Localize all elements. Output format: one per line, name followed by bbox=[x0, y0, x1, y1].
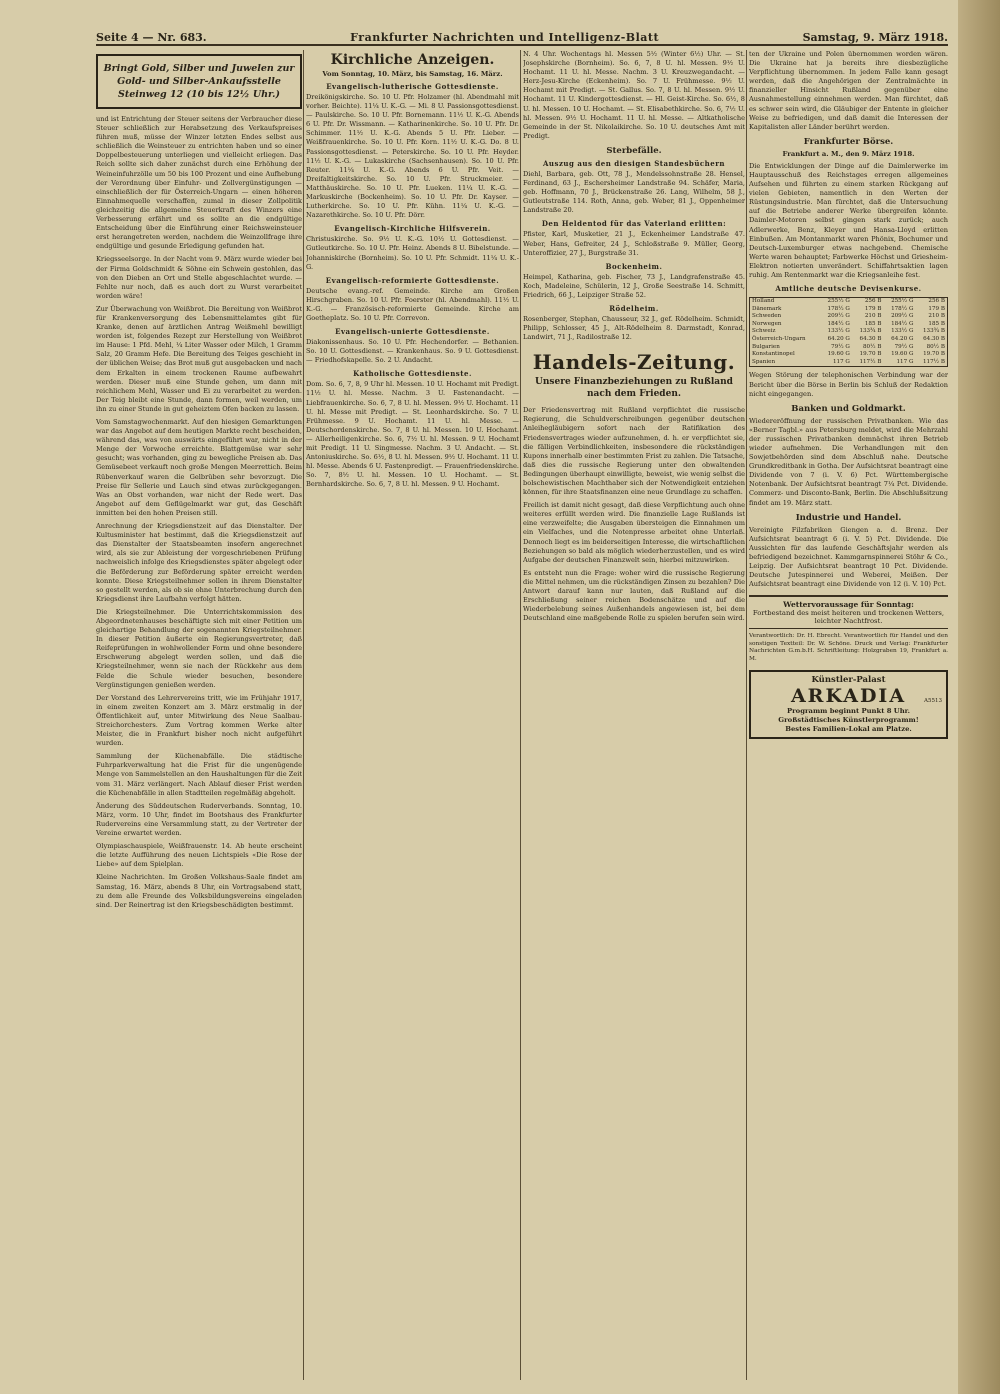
article-paragraph: Kriegsseelsorge. In der Nacht vom 9. März wurde wieder bei der Firma Goldschmidt & Söhne ein Schwein gestohlen, das von den Dieben an Ort und Stelle abgeschlachtet wurde. — Fehlte nur noch, daß es auch dort zu Wurst verarbeitet worden wäre! bbox=[96, 255, 302, 300]
exchange-rate-row bbox=[750, 328, 947, 336]
exchange-rate-row bbox=[750, 313, 947, 321]
church-notices-title: Kirchliche Anzeigen. bbox=[330, 52, 495, 68]
exchange-rate-row bbox=[750, 336, 947, 344]
exchange-rates-heading: Amtliche deutsche Devisenkurse. bbox=[775, 284, 922, 294]
exchange-rate-value: 64.30 B bbox=[859, 336, 882, 343]
arkadia-ad bbox=[749, 670, 948, 739]
exchange-rate-country: Konstantinopel bbox=[752, 351, 795, 358]
weather-forecast: Fortbestand des meist heiteren und trockenen Wetters, leichter Nachtfrost. bbox=[752, 609, 945, 626]
service-listing: Christuskirche. So. 9½ U. K.-G. 10½ U. Gottesdienst. — Gutleutkirche. So. 10 U. Pfr. Heinz. Abends 8 U. Bibelstunde. — Johanniskirche (Bornheim). So. 10 U. Pfr. Schmidt. 11¼ U. K.-G. bbox=[306, 235, 519, 271]
lead-article-headline: Unsere Finanzbeziehungen zu Rußland nach dem Frieden. bbox=[535, 377, 733, 400]
section-subheading: Evangelisch-lutherische Gottesdienste. bbox=[326, 82, 499, 91]
article-paragraph: Vereinigte Filzfabriken Giengen a. d. Brenz. Der Aufsichtsrat beantragt 6 (i. V. 5) Pct. Dividende. Die Aussichten für das laufende Geschäftsjahr werden als befriedigend bezeichnet. Kammgarnspinnerei Stöhr & Co., Leipzig. Der Aufsichtsrat beantragt 10 Pct. Dividende. Deutsche Jutespinnerei und Weberei, Meißen. Der Aufsichtsrat beantragt eine Dividende von 12 (i. V. 10) Pct. bbox=[749, 525, 948, 589]
exchange-rate-value: 64.20 G bbox=[827, 336, 850, 343]
exchange-rate-value: 184½ G bbox=[827, 320, 850, 327]
exchange-rate-row bbox=[750, 344, 947, 352]
ad-venue-type: Künstler-Palast bbox=[811, 674, 886, 685]
article-paragraph: Vom Samstagwochenmarkt. Auf den hiesigen Gemarktungen war das Angebot auf dem heutigen Markte recht bescheiden, während das, was von auswärts eingeführt war, nicht in der Menge der Vorwoche erreichte. Blattgemüse war sehr gesucht; was vorhanden, ging zu bewegliche Preisen ab. Das Gemüsebeet verkauft noch große Mengen Meerrettich. Beim Rübenverkauf waren die Gelbrüben sehr bevorzugt. Die Preise für Sellerie und Lauch sind etwas zurückgegangen. Was an Obst vorhanden, war nicht der Rede wert. Das Angebot auf dem Geflügelmarkt war gut, das Geschäft inmitten bei den hohen Preisen still. bbox=[96, 418, 302, 517]
exchange-rate-value: 256 B bbox=[864, 298, 882, 305]
exchange-rate-value: 80½ B bbox=[926, 343, 945, 350]
exchange-rate-value: 178½ G bbox=[827, 305, 850, 312]
article-paragraph: Der Vorstand des Lehrervereins tritt, wie im Frühjahr 1917, in einem zweiten Konzert am 3. März erstmalig in der Öffentlichkeit auf, unter Mitwirkung des Neue Saalbau-Streichorchesters. Zum Vortrag kommen Werke alter Meister, die in Frankfurt bisher noch nicht aufgeführt wurden. bbox=[96, 693, 302, 748]
article-paragraph: Die Kriegsteilnehmer. Die Unterrichtskommission des Abgeordnetenhauses beschäftigte sich mit einer Petition um gleichartige Behandlung der sogenannten Kriegsteilnehmer. In dieser Petition äußerte ein Regierungsvertreter, daß Reifeprüfungen in wohlwollender Form und ohne besondere Erschwerung abgelegt werden sollen, und daß die Kriegsteilnehmer, wenn sie nach der Rückkehr aus dem Felde die Schule wieder besuchen, besondere Vergünstigungen genießen werden. bbox=[96, 607, 302, 689]
exchange-rate-value: 209½ G bbox=[827, 313, 850, 320]
service-listing: Deutsche evang.-ref. Gemeinde. Kirche am Großen Hirschgraben. So. 10 U. Pfr. Foerster (hl. Abendmahl). 11½ U. K.-G. — Französisch-reformierte Gemeinde. Kirche am Goetheplatz. So. 10 U. Pfr. Correvon. bbox=[306, 286, 519, 322]
column-1 bbox=[96, 50, 302, 1380]
column-2 bbox=[306, 50, 519, 1380]
column-rule bbox=[520, 50, 521, 1380]
service-listing: Diakonissenhaus. So. 10 U. Pfr. Hechendorfer. — Bethanien. So. 10 U. Gottesdienst. — Krankenhaus. So. 9 U. Gottesdienst. — Friedhofskapelle. So. 2 U. Andacht. bbox=[306, 338, 519, 365]
article-paragraph: Freilich ist damit nicht gesagt, daß diese Verpflichtung auch ohne weiteres erfüllt werden wird. Die finanzielle Lage Rußlands ist eine verzweifelte; die Ausgaben übersteigen die Einnahmen um ein Vielfaches, und die Notenpresse arbeitet ohne Unterlaß. Dennoch liegt es im beiderseitigen Interesse, die wirtschaftlichen Beziehungen so bald als möglich wiederherzustellen, und es wird Aufgabe der deutschen Finanzwelt sein, hierbei mitzuwirken. bbox=[523, 501, 745, 564]
column-rule bbox=[303, 50, 304, 1380]
exchange-rate-country: Holland bbox=[752, 298, 775, 305]
exchange-rate-value: 117½ B bbox=[923, 358, 945, 365]
death-listing: Heimpel, Katharina, geb. Fischer, 73 J., Landgrafenstraße 45. Koch, Madeleine, Schülerin, 12 J., Große Seestraße 14. Schmitt, Friedrich, 66 J., Leipziger Straße 52. bbox=[523, 272, 745, 299]
death-listing: Diehl, Barbara, geb. Ott, 78 J., Mendelssohnstraße 28. Hensel, Ferdinand, 63 J., Eschersheimer Landstraße 94. Schäfer, Maria, geb. Hoffmann, 70 J., Brückenstraße 26. Lang, Wilhelm, 58 J., Gutleutstraße 114. Roth, Anna, geb. Weber, 81 J., Oppenheimer Landstraße 20. bbox=[523, 169, 745, 215]
stock-exchange-heading: Frankfurter Börse. bbox=[803, 136, 894, 147]
service-listing: N. 4 Uhr. Wochentags hl. Messen 5½ (Winter 6½) Uhr. — St. Josephskirche (Bornheim). So. 6, 7, 8 U. hl. Messen. 9½ U. Hochamt. 11 U. hl. Messe. Nachm. 3 U. Kreuzwegandacht. — Herz-Jesu-Kirche (Eckenheim). So. 7 U. Frühmesse. 9½ U. Hochamt mit Predigt. — St. Gallus. So. 7, 8 U. hl. Messen. 9½ U. Hochamt. 11 U. Kindergottesdienst. — Hl. Geist-Kirche. So. 6½, 8 U. hl. Messen. 10 U. Hochamt. — St. Elisabethkirche. So. 6, 7½ U. hl. Messen. 9½ U. Hochamt. 11 U. hl. Messe. — Altkatholische Gemeinde in der St. Nikolaikirche. So. 10 U. deutsches Amt mit Predigt. bbox=[523, 50, 745, 140]
banking-heading: Banken und Goldmarkt. bbox=[791, 403, 906, 414]
section-subheading: Evangelisch-Kirchliche Hilfsverein. bbox=[334, 224, 491, 234]
exchange-rate-country: Dänemark bbox=[752, 305, 782, 312]
ad-line: Großstädtisches Künstlerprogramm! bbox=[778, 715, 919, 724]
article-paragraph: Sammlung der Küchenabfälle. Die städtische Fuhrparkverwaltung hat die Frist für die ungenügende Menge von Sammelstellen an den Haushaltungen für die Zeit vom 31. März verlängert. Nach Ablauf dieser Frist werden die Küchenabfälle in allen Stadtteilen regelmäßig abgeholt. bbox=[96, 752, 302, 797]
exchange-rate-value: 184½ G bbox=[891, 320, 914, 327]
exchange-rate-value: 185 B bbox=[864, 320, 882, 327]
exchange-rate-value: 179 B bbox=[864, 305, 882, 312]
exchange-rate-value: 117 G bbox=[896, 358, 914, 365]
article-paragraph: Wegen Störung der telephonischen Verbindung war der Bericht über die Börse in Berlin bis Schluß der Redaktion nicht eingegangen. bbox=[749, 371, 948, 398]
exchange-rate-value: 19.70 B bbox=[859, 351, 882, 358]
article-paragraph: Zur Überwachung von Weißbrot. Die Bereitung von Weißbrot für Krankenversorgung des Lebensmittelamtes gibt für Kranke, denen auf ärztlichen Antrag Weißmehl bewilligt worden ist, folgendes Rezept zur Herstellung von Weißbrot im Hause: 1 Pfd. Mehl, ¼ Liter Wasser oder Milch, 1 Gramm Salz, 20 Gramm Hefe. Die Bereitung des Teiges geschieht in der üblichen Weise; das Brot muß gut ausgebacken und nach dem Erkalten in einem trockenen Raume aufbewahrt werden. Dieser muß eine Stunde gehen, um dann mit reichlichem Mehl, Wasser und Ei zu verarbeitet zu werden. Der Teig bleibt eine Stunde, dann formen, weil werden, um ihn zu einer Stunde in gut geheiztem Ofen backen zu lassen. bbox=[96, 304, 302, 413]
exchange-rate-value: 64.20 G bbox=[891, 336, 914, 343]
gold-ad: Bringt Gold, Silber und Juwelen zur Gold- und Silber-Ankaufsstelle Steinweg 12 (10 bis 12½ Uhr.) bbox=[96, 54, 302, 109]
ad-line: Programm beginnt Punkt 8 Uhr. bbox=[786, 706, 910, 715]
service-listing: Dreikönigskirche. So. 10 U. Pfr. Holzamer (hl. Abendmahl mit vorher. Beichte). 11¼ U. K.-G. — Mi. 8 U. Passionsgottesdienst. — Paulskirche. So. 10 U. Pfr. Bornemann. 11½ U. K.-G. Abends 6 U. Pfr. Dr. Wissmann. — Katharinenkirche. So. 10 U. Pfr. Dr. Schimmer. 11½ U. K.-G. Abends 5 U. Pfr. Lieber. — Weißfrauenkirche. So. 10 U. Pfr. Korn. 11½ U. K.-G. Do. 8 U. Passionsgottesdienst. — Peterskirche. So. 10 U. Pfr. Heyder. 11½ U. K.-G. — Lukaskirche (Sachsenhausen). So. 10 U. Pfr. Reuter. 11¼ U. K.-G. Abends 6 U. Pfr. Veit. — Dreifaltigkeitskirche. So. 10 U. Pfr. Struckmeier. — Matthäuskirche. So. 10 U. Pfr. Lueken. 11¼ U. K.-G. — Markuskirche (Bockenheim). So. 10 U. Pfr. Dr. Kayser. — Lutherkirche. So. 10 U. Pfr. Kühn. 11¼ U. K.-G. — Nazarethkirche. So. 10 U. Pfr. Dörr. bbox=[306, 93, 519, 220]
exchange-rate-row bbox=[750, 359, 947, 367]
exchange-rate-value: 255½ G bbox=[827, 298, 850, 305]
section-subheading: Auszug aus den diesigen Standesbüchern bbox=[543, 158, 725, 168]
exchange-rate-value: 179 B bbox=[928, 305, 945, 312]
industry-heading: Industrie und Handel. bbox=[795, 512, 902, 523]
trade-section-title: Handels-Zeitung. bbox=[532, 350, 736, 375]
article-paragraph: und ist Entrichtung der Steuer seitens der Verbraucher diese Steuer schließlich zur Herabsetzung des Verkaufspreises führen muß, müsse der Winzer letzten Endes selbst aus schließlich die Weinsteuer zu entrichten haben und so einer Doppelbesteuerung unterliegen und vielleicht erliegen. Das Reich sollte sich daher zunächst durch eine Erhöhung der Weineinfuhrzölle um 50 bis 100 Prozent und eine Aufhebung der Verordnung über Einfuhr- und Zollvergünstigungen — einschließlich der für Österreich-Ungarn — einen höheren Einnahmequelle verschaffen, zumal in dieser Zollpolitik gleichzeitig die allgemeine Steuerkraft des Winzers eine Verbesserung erfährt und es sollte an die endgültige Entscheidung über die Einführung einer Reichsweinsteuer erst herangetreten werden, nachdem die Weinzollfrage ihre endgültige und gesunde Erledigung gefunden hat. bbox=[96, 115, 302, 251]
exchange-rate-value: 210 B bbox=[864, 313, 882, 320]
column-rule bbox=[746, 50, 747, 1380]
column-3 bbox=[523, 50, 745, 1380]
deaths-heading: Sterbefälle. bbox=[606, 145, 662, 156]
exchange-rate-value: 19.60 G bbox=[827, 351, 850, 358]
exchange-rate-value: 133½ G bbox=[827, 328, 850, 335]
ad-code: A5513 bbox=[924, 697, 942, 704]
exchange-rate-value: 185 B bbox=[928, 320, 945, 327]
header-date: Samstag, 9. März 1918. bbox=[802, 31, 948, 44]
exchange-rate-country: Bulgarien bbox=[752, 343, 780, 350]
article-paragraph: ten der Ukraine und Polen übernommen worden wären. Die Ukraine hat ja bereits ihre diesbezügliche Verpflichtung übernommen. In jedem Falle kann gesagt werden, daß die Angehörigen der Zentralmächte in finanzieller Hinsicht Rußland gegenüber eine Ausnahmestellung einnehmen werden. Man fürchtet, daß es schwer sein wird, die Gläubiger der Entente in gleicher Weise zu befriedigen, und daß damit die Interessen der Kapitalisten aller Länder berührt werden. bbox=[749, 50, 948, 131]
exchange-rate-value: 209½ G bbox=[891, 313, 914, 320]
exchange-rate-value: 256 B bbox=[928, 298, 945, 305]
exchange-rate-value: 19.60 G bbox=[891, 351, 914, 358]
section-subheading: Katholische Gottesdienste. bbox=[353, 369, 472, 379]
exchange-rate-value: 79½ G bbox=[831, 343, 850, 350]
death-listing: Pfister, Karl, Musketier, 21 J., Eckenheimer Landstraße 47. Weber, Hans, Gefreiter, 24 J., Schloßstraße 9. Müller, Georg, Unteroffizier, 27 J., Burgstraße 31. bbox=[523, 230, 745, 257]
exchange-rate-value: 210 B bbox=[928, 313, 945, 320]
exchange-rate-country: Österreich-Ungarn bbox=[752, 336, 806, 343]
section-subheading: Bockenheim. bbox=[605, 261, 663, 271]
ad-line: Bestes Familien-Lokal am Platze. bbox=[785, 724, 912, 733]
section-subheading: Evangelisch-reformierte Gottesdienste. bbox=[325, 275, 500, 285]
exchange-rate-value: 64.30 B bbox=[923, 336, 945, 343]
stock-exchange-date: Frankfurt a. M., den 9. März 1918. bbox=[782, 149, 915, 158]
exchange-rate-value: 133¾ B bbox=[923, 328, 945, 335]
exchange-rate-value: 19.70 B bbox=[923, 351, 945, 358]
ad-venue-name: ARKADIA bbox=[790, 684, 907, 707]
article-paragraph: Olympiaschauspiele, Weißfrauenstr. 14. Ab heute erscheint die letzte Aufführung des neuen Lichtspiels «Die Rose der Liebe» auf dem Spielplan. bbox=[96, 842, 302, 869]
exchange-rate-value: 255½ G bbox=[891, 298, 914, 305]
church-notices-date: Vom Sonntag, 10. März, bis Samstag, 16. März. bbox=[322, 70, 503, 78]
article-paragraph: Wiedereröffnung der russischen Privatbanken. Wie das «Berner Tagbl.» aus Petersburg meldet, wird die Mehrzahl der russischen Privatbanken demnächst ihren Betrieb wieder aufnehmen. Die Verhandlungen mit den Sowjetbehörden sind dem Abschluß nahe. Deutsche Grundkreditbank in Gotha. Der Aufsichtsrat beantragt eine Dividende von 7 (i. V. 6) Pct. Württembergische Notenbank. Der Aufsichtsrat beantragt 7¼ Pct. Dividende. Commerz- und Disconto-Bank, Berlin. Die Abschlußsitzung findet am 19. März statt. bbox=[749, 416, 948, 507]
exchange-rate-row bbox=[750, 298, 947, 306]
article-paragraph: Änderung des Süddeutschen Ruderverbands. Sonntag, 10. März, vorm. 10 Uhr, findet im Bootshaus des Frankfurter Rudervereins eine Versammlung statt, zu der Vertreter der Vereine erwartet werden. bbox=[96, 801, 302, 838]
header-page-number: Seite 4 — Nr. 683. bbox=[96, 31, 207, 44]
exchange-rate-value: 117½ B bbox=[859, 358, 882, 365]
section-subheading: Evangelisch-unierte Gottesdienste. bbox=[335, 327, 490, 337]
exchange-rate-country: Schweden bbox=[752, 313, 782, 320]
article-paragraph: Die Entwicklungen der Dinge auf die Daimlerwerke im Hauptausschuß des Reichstages erregen allgemeines Aufsehen und führten zu einem starken Rückgang auf vielen Gebieten, namentlich in den Werten der Rüstungsindustrie. Man fürchtet, daß die Untersuchung auf die Betriebe anderer Werke übergreifen könnte. Daimler-Motoren selbst gingen stark zurück; auch Adlerwerke, Benz, Kleyer und Hansa-Lloyd erlitten Einbußen. Am Montanmarkt waren Phönix, Bochumer und Deutsch-Luxemburger etwas nachgebend. Chemische Werte waren behauptet; Farbwerke Höchst und Griesheim-Elektron notierten unverändert. Schiffahrtsaktien lagen ruhig. Am Rentenmarkt war die Kriegsanleihe fest. bbox=[749, 161, 948, 279]
exchange-rate-value: 79½ G bbox=[894, 343, 914, 350]
header-masthead: Frankfurter Nachrichten und Intelligenz-Blatt bbox=[350, 31, 660, 44]
exchange-rate-country: Norwegen bbox=[752, 320, 782, 327]
exchange-rate-value: 117 G bbox=[832, 358, 850, 365]
article-paragraph: Anrechnung der Kriegsdienstzeit auf das Dienstalter. Der Kultusminister hat bestimmt, daß die Kriegsdienstzeit auf das Dienstalter der Staatsbeamten insofern angerechnet wird, als sie zur Ableistung der vorgeschriebenen Prüfung nachweislich infolge des Kriegsdienstes später abgelegt oder die Beförderung zur Beförderung später erreicht werden konnte. Diese Kriegsteilnehmer sollen in ihrem Dienstalter so gestellt werden, als ob sie ohne Unterbrechung durch den Kriegsdienst ihre Laufbahn verfolgt hätten. bbox=[96, 522, 302, 603]
exchange-rates-table bbox=[749, 297, 948, 367]
page-header bbox=[96, 22, 948, 46]
exchange-rate-value: 133¾ B bbox=[859, 328, 882, 335]
exchange-rate-value: 178½ G bbox=[891, 305, 914, 312]
section-subheading: Rödelheim. bbox=[609, 303, 659, 313]
exchange-rate-value: 80½ B bbox=[863, 343, 882, 350]
service-listing: Dom. So. 6, 7, 8, 9 Uhr hl. Messen. 10 U. Hochamt mit Predigt. 11½ U. hl. Messe. Nachm. 3 U. Fastenandacht. — Liebfrauenkirche. So. 6, 7, 8 U. hl. Messen. 9½ U. Hochamt. 11 U. hl. Messe mit Predigt. — St. Leonhardskirche. So. 7 U. Frühmesse. 9 U. Hochamt. 11 U. hl. Messe. — Deutschordenskirche. So. 7, 8 U. hl. Messen. 10 U. Hochamt. — Allerheiligenkirche. So. 6, 7½ U. hl. Messen. 9 U. Hochamt mit Predigt. 11 U. Singmesse. Nachm. 3 U. Andacht. — St. Antoniuskirche. So. 6½, 8 U. hl. Messen. 9½ U. Hochamt. 11 U. hl. Messe. Abends 6 U. Fastenpredigt. — Frauenfriedenskirche. So. 7, 8½ U. hl. Messen. 10 U. Hochamt. — St. Bernhardskirche. So. 6, 7, 8 U. hl. Messen. 9 U. Hochamt. bbox=[306, 380, 519, 489]
weather-heading: Wettervoraussage für Sonntag: bbox=[783, 600, 914, 610]
page-edge bbox=[958, 0, 1000, 1394]
imprint: Verantwortlich: Dr. H. Ebrecht. Verantwortlich für Handel und den sonstigen Textteil: Dr. W. Schöne. Druck und Verlag: Frankfurter Nachrichten G.m.b.H. Schriftleitung: Holzgraben 19, Frankfurt a. M. bbox=[749, 633, 948, 663]
article-paragraph: Kleine Nachrichten. Im Großen Volkshaus-Saale findet am Samstag, 16. März, abends 8 Uhr, ein Vortragsabend statt, zu dem alle Freunde des Volksbildungsvereins eingeladen sind. Der Reinertrag ist den Kriegsbeschädigten bestimmt. bbox=[96, 873, 302, 909]
exchange-rate-country: Schweiz bbox=[752, 328, 776, 335]
exchange-rate-value: 133½ G bbox=[891, 328, 914, 335]
weather-box bbox=[749, 595, 948, 629]
article-paragraph: Der Friedensvertrag mit Rußland verpflichtet die russische Regierung, die Schuldverschreibungen gegenüber deutschen Anleihegläubigern sofort nach der Ratifikation des Friedensvertrages wieder aufzunehmen, d. h. er verpflichtet sie, die fälligen Verbindlichkeiten, insbesondere die rückständigen Kupons innerhalb einer bestimmten Frist zu zahlen. Die Tatsache, daß dies die russische Regierung unter den obwaltenden Bedingungen überhaupt einwilligte, beweist, wie wenig selbst die bolschewistischen Machthaber sich der Notwendigkeit entziehen können, für ihre Staatsfinanzen eine neue Grundlage zu schaffen. bbox=[523, 406, 745, 497]
exchange-rate-row bbox=[750, 351, 947, 359]
section-subheading: Den Heldentod für das Vaterland erlitten: bbox=[541, 219, 727, 229]
exchange-rate-country: Spanien bbox=[752, 358, 776, 365]
article-paragraph: Es entsteht nun die Frage: woher wird die russische Regierung die Mittel nehmen, um die rückständigen Zinsen zu bezahlen? Die Antwort darauf kann nur lauten, daß Rußland auf die Erschließung seiner reichen Bodenschätze und auf die Wiederbelebung seines Außenhandels angewiesen ist, bei dem Deutschland eine maßgebende Rolle zu spielen berufen sein wird. bbox=[523, 568, 745, 623]
column-4 bbox=[749, 50, 948, 1380]
death-listing: Rosenberger, Stephan, Chausseur, 32 J., gef. Rödelheim. Schmidt, Philipp, Schlosser, 45 J., Alt-Rödelheim 8. Darmstadt, Konrad, Landwirt, 71 J., Radilostraße 12. bbox=[523, 314, 745, 342]
